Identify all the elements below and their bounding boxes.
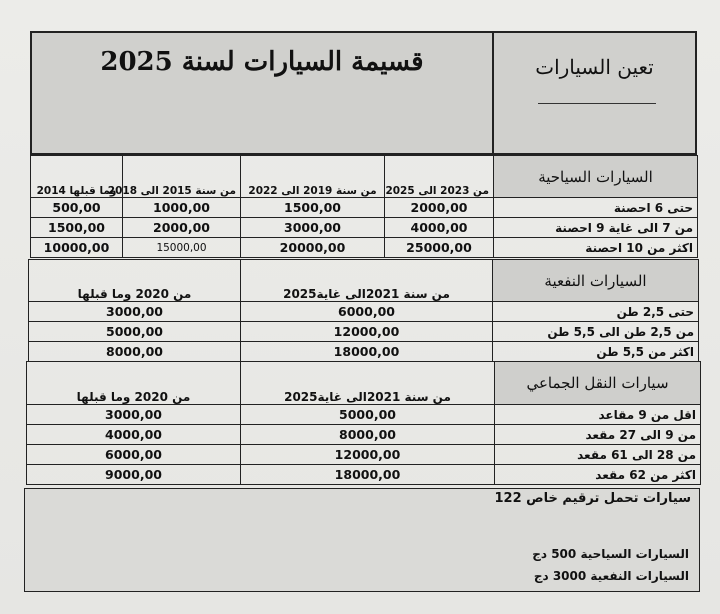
col-header: من سنة 2019 الى 2022 — [241, 156, 385, 198]
col-header: من 2020 وما قبلها — [29, 260, 241, 302]
row-label: حتى 6 احصنة — [494, 198, 698, 218]
cell-value: 3000,00 — [27, 405, 241, 425]
cell-value: 1000,00 — [123, 198, 241, 218]
row-label: من 2,5 طن الى 5,5 طن — [493, 322, 699, 342]
col-header: وما قبلها 2014 — [31, 156, 123, 198]
footer-box — [24, 488, 700, 592]
section-label-tourist: السيارات السياحية — [494, 156, 698, 198]
table-row — [27, 445, 701, 465]
table-row — [31, 198, 698, 218]
cell-value: 3000,00 — [241, 218, 385, 238]
row-label: من 28 الى 61 مقعد — [495, 445, 701, 465]
cell-value: 20000,00 — [241, 238, 385, 258]
cell-value: 2000,00 — [123, 218, 241, 238]
cell-value: 12000,00 — [241, 322, 493, 342]
table-row — [31, 218, 698, 238]
cell-value: 5000,00 — [29, 322, 241, 342]
utility-fee-note: السيارات النفعية 3000 دج — [533, 569, 689, 583]
cell-value: 18000,00 — [241, 342, 493, 362]
row-label: من 7 الى غاية 9 احصنة — [494, 218, 698, 238]
title-cell — [32, 33, 494, 153]
cell-value: 6000,00 — [241, 302, 493, 322]
cell-value: 10000,00 — [31, 238, 123, 258]
col-header: من سنة 2015 الى 2018 — [123, 156, 241, 198]
row-label: حتى 2,5 طن — [493, 302, 699, 322]
col-header: من 2023 الى 2025 — [385, 156, 494, 198]
section-label-utility: السيارات النفعية — [493, 260, 699, 302]
row-label: اقل من 9 مقاعد — [495, 405, 701, 425]
cell-value: 8000,00 — [241, 425, 495, 445]
cell-value: 1500,00 — [31, 218, 123, 238]
table-row — [27, 425, 701, 445]
cell-value: 4000,00 — [385, 218, 494, 238]
row-label: من 9 الى 27 مقعد — [495, 425, 701, 445]
cell-value: 500,00 — [31, 198, 123, 218]
cell-value: 5000,00 — [241, 405, 495, 425]
header-box — [30, 31, 697, 155]
utility-table — [28, 259, 699, 362]
row-label: اكثر من 10 احصنة — [494, 238, 698, 258]
col-header: من 2020 وما قبلها — [27, 362, 241, 405]
special-plates-note: سيارات تحمل ترقيم خاص 122 — [494, 491, 691, 506]
cell-value: 2000,00 — [385, 198, 494, 218]
table-row — [29, 342, 699, 362]
cell-value: 8000,00 — [29, 342, 241, 362]
row-label: اكثر من 62 مقعد — [495, 465, 701, 485]
cell-value: 9000,00 — [27, 465, 241, 485]
cell-value: 6000,00 — [27, 445, 241, 465]
table-row — [31, 238, 698, 258]
table-row — [29, 322, 699, 342]
cell-value: 12000,00 — [241, 445, 495, 465]
table-row — [29, 302, 699, 322]
assign-cell — [494, 33, 695, 153]
cell-value: 15000,00 — [123, 238, 241, 258]
table-row — [27, 465, 701, 485]
col-header: من سنة 2021الى غاية2025 — [241, 362, 495, 405]
tourist-fee-note: السيارات السياحية 500 دج — [532, 547, 689, 561]
assign-label: تعين السيارات — [535, 55, 654, 79]
underline-divider — [538, 103, 656, 104]
table-row — [27, 405, 701, 425]
cell-value: 3000,00 — [29, 302, 241, 322]
cell-value: 4000,00 — [27, 425, 241, 445]
transport-table — [26, 361, 701, 485]
cell-value: 18000,00 — [241, 465, 495, 485]
col-header: من سنة 2021الى غاية2025 — [241, 260, 493, 302]
row-label: اكثر من 5,5 طن — [493, 342, 699, 362]
cell-value: 1500,00 — [241, 198, 385, 218]
cell-value: 25000,00 — [385, 238, 494, 258]
section-label-transport: سيارات النقل الجماعي — [495, 362, 701, 405]
tourist-table — [30, 155, 698, 258]
page-title: قسيمة السيارات لسنة 2025 — [100, 47, 424, 77]
